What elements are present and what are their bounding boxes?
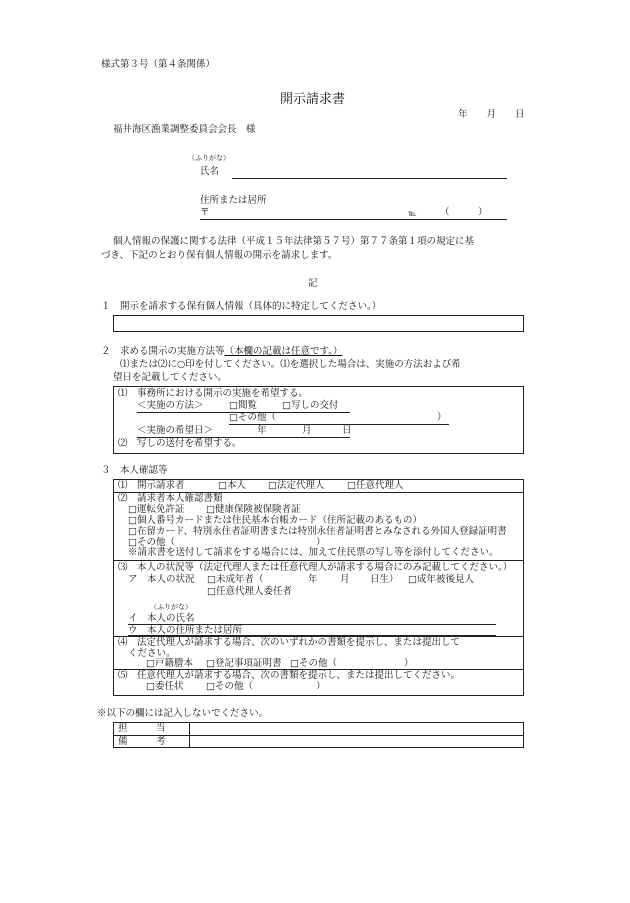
r3-furigana: （ふりがな）: [150, 603, 192, 611]
r2-title: ⑵ 請求者本人確認書類: [118, 493, 223, 504]
method-other-checkbox[interactable]: □その他（: [229, 412, 276, 423]
date-label: ＜実施の希望日＞: [137, 425, 214, 436]
r3-title: ⑶ 本人の状況等（法定代理人または任意代理人が請求する場合にのみ記載してください。）: [118, 562, 513, 573]
r2-note: ※請求書を送付して請求をする場合には、加えて住民票の写し等を添付してください。: [128, 547, 499, 558]
intro-line1: 個人情報の保護に関する法律（平成１５年法律第５７号）第７７条第１項の規定に基: [113, 236, 475, 247]
method-other-close: ）: [437, 412, 447, 423]
r1-label: ⑴ 開示請求者: [118, 480, 185, 491]
date-year: 年: [257, 425, 267, 436]
r3-minor-checkbox[interactable]: □未成年者（: [207, 574, 264, 585]
address-field[interactable]: [200, 219, 507, 220]
r4-title2: ください。: [128, 648, 176, 659]
r5-power-checkbox[interactable]: □委任状: [146, 681, 184, 692]
date-day: 日: [342, 425, 352, 436]
office-row-divider: [113, 735, 524, 736]
opt2-text: ⑵ 写しの送付を希望する。: [118, 438, 242, 449]
name-label: 氏名: [200, 166, 220, 177]
method-view-checkbox[interactable]: □閲覧: [229, 400, 257, 411]
office-row-tanto: 担 当: [118, 723, 166, 734]
section2-heading-text: ２ 求める開示の実施方法等: [101, 346, 225, 357]
postal-mark: 〒: [200, 207, 210, 218]
r2-insurance-checkbox[interactable]: □健康保険被保険者証: [206, 504, 301, 515]
r4-other-checkbox[interactable]: □その他（: [290, 658, 337, 669]
r3-year: 年: [308, 574, 318, 585]
date-line: 年 月 日: [458, 109, 525, 120]
section2-instruction2: 望日を記載してください。: [113, 372, 228, 383]
r3-status-label: ア 本人の状況: [128, 574, 195, 585]
r3-adult-checkbox[interactable]: □成年被後見人: [408, 574, 474, 585]
section3-heading: ３ 本人確認等: [101, 465, 168, 476]
r4-registry-checkbox[interactable]: □登記事項証明書: [206, 658, 282, 669]
r1-proxy-checkbox[interactable]: □任意代理人: [347, 480, 404, 491]
r5-other-close: ）: [316, 681, 326, 692]
r4-koseki-checkbox[interactable]: □戸籍謄本: [146, 658, 193, 669]
r2-mynumber-checkbox[interactable]: □個人番号カードまたは住民基本台帳カード（住所記載のあるもの）: [128, 515, 422, 526]
r2-other-close: ）: [316, 537, 326, 548]
footer-note: ※以下の欄には記入しないでください。: [97, 708, 269, 719]
row-divider: [113, 560, 524, 561]
r2-other-checkbox[interactable]: □その他（: [128, 537, 175, 548]
section2-heading-note: （本欄の記載は任意です。）: [224, 346, 343, 357]
section1-box[interactable]: [113, 315, 524, 332]
r3-delegator-checkbox[interactable]: □任意代理人委任者: [207, 586, 292, 597]
intro-line2: づき、下記のとおり保有個人情報の開示を請求します。: [101, 250, 338, 261]
date-month: 月: [302, 425, 312, 436]
tel-paren: （ ）: [440, 207, 488, 218]
furigana-label: （ふりがな）: [188, 154, 230, 162]
office-col-divider: [189, 722, 190, 748]
tel-mark: ℡: [408, 209, 417, 218]
r1-self-checkbox[interactable]: □本人: [218, 480, 246, 491]
address-label: 住所または居所: [200, 195, 267, 206]
form-title: 開示請求書: [280, 92, 346, 107]
r3-month: 月: [340, 574, 350, 585]
opt1-text: ⑴ 事務所における開示の実施を希望する。: [118, 388, 309, 399]
r2-residence-checkbox[interactable]: □在留カード、特別永住者証明書または特別永住者証明書とみなされる外国人登録証明書: [128, 526, 507, 537]
ki-label: 記: [308, 278, 318, 289]
method-label: ＜実施の方法＞: [137, 400, 204, 411]
method-copy-checkbox[interactable]: □写しの交付: [282, 400, 339, 411]
name-field[interactable]: [232, 178, 507, 179]
r2-license-checkbox[interactable]: □運転免許証: [128, 504, 185, 515]
r4-other-close: ）: [404, 658, 414, 669]
section1-heading: １ 開示を請求する保有個人情報（具体的に特定してください。）: [101, 301, 382, 312]
r3-address-field[interactable]: [128, 635, 496, 636]
r5-other-checkbox[interactable]: □その他（: [206, 681, 253, 692]
r4-title1: ⑷ 法定代理人が請求する場合、次のいずれかの書類を提示し、または提出して: [118, 637, 461, 648]
form-number: 様式第３号（第４条関係）: [101, 59, 216, 70]
r1-legal-checkbox[interactable]: □法定代理人: [268, 480, 325, 491]
r3-born: 日生）: [370, 574, 399, 585]
r3-address-label: ウ 本人の住所または居所: [128, 625, 243, 636]
addressee: 福井海区漁業調整委員会会長 様: [113, 124, 256, 135]
section2-instruction1: ⑴または⑵に○印を付してください。⑴を選択した場合は、実施の方法および希: [120, 359, 461, 370]
r3-name-label: イ 本人の氏名: [128, 613, 195, 624]
r5-title: ⑸ 任意代理人が請求する場合、次の書類を提示し、または提出してください。: [118, 670, 461, 681]
office-row-biko: 備 考: [118, 736, 166, 747]
section2-heading: [101, 347, 343, 358]
